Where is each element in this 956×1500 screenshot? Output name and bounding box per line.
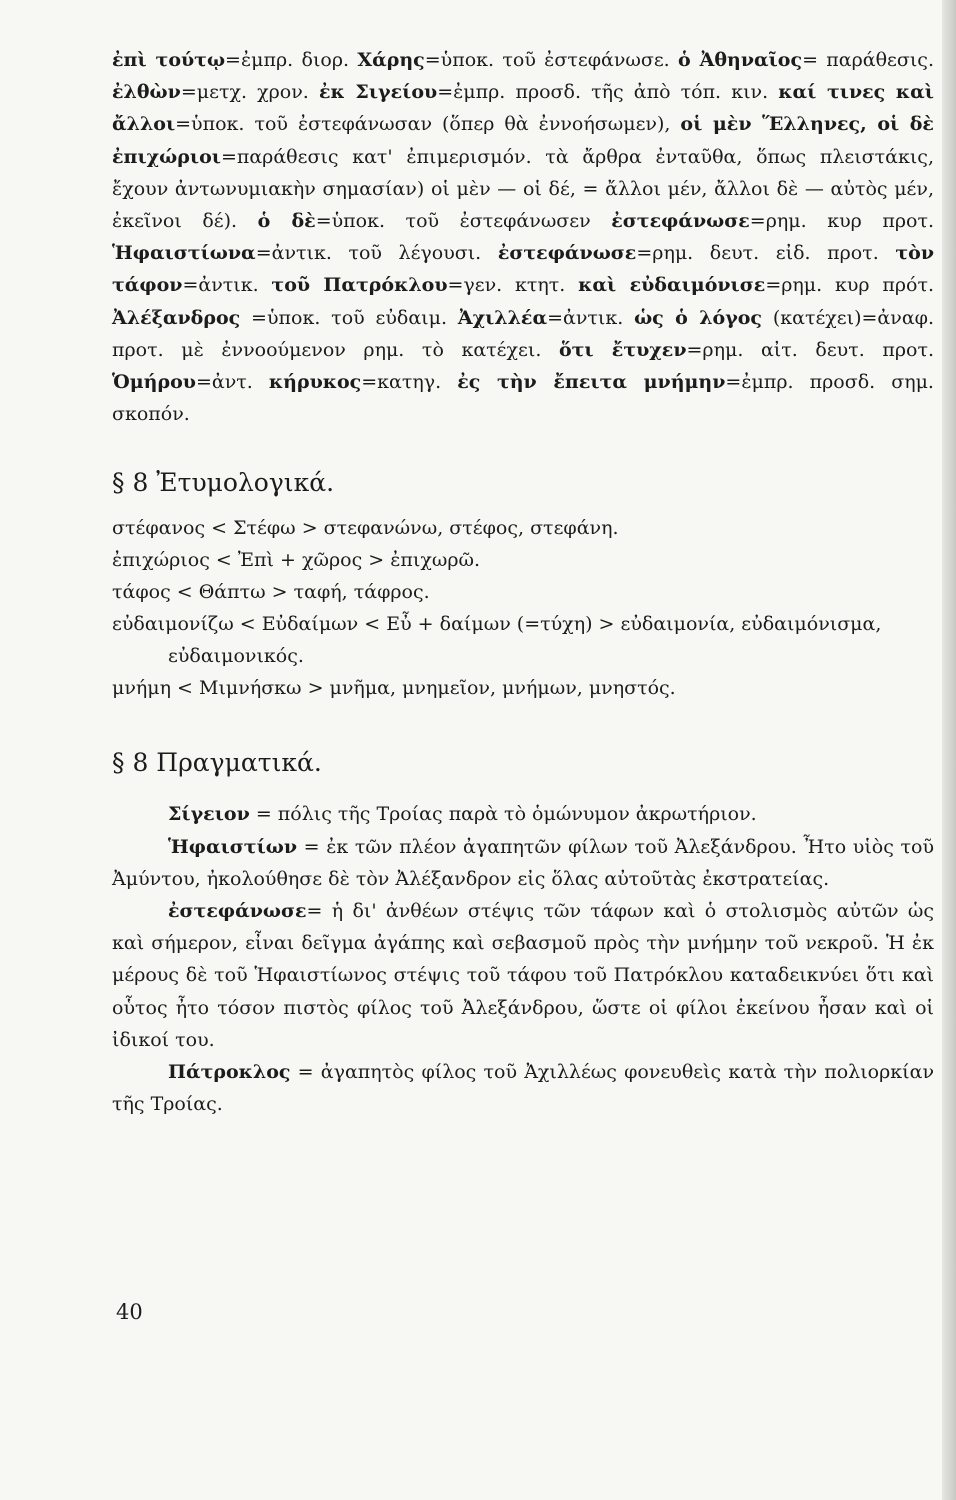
- gloss-term: ὡς ὁ λόγος: [634, 306, 762, 329]
- gloss-annotation: =ρημ. κυρ προτ.: [749, 210, 934, 233]
- gloss-annotation: (κατέχει)=ἀναφ. προτ. μὲ ἐννοούμενον ρημ. τὸ κατέχει.: [112, 306, 934, 361]
- gloss-annotation: =ὑποκ. τοῦ εὐδαιμ.: [240, 306, 458, 329]
- gloss-annotation: =ἐμπρ. προσδ. σημ. σκοπόν.: [112, 371, 934, 426]
- gloss-annotation: =ἀντ.: [195, 371, 269, 394]
- etymology-entry: εὐδαιμονίζω < Εὐδαίμων < Εὖ + δαίμων (=τύχη) > εὐδαιμονία, εὐδαιμόνισμα, εὐδαιμονικός.: [112, 613, 882, 668]
- gloss-annotation: =ρημ. κυρ πρότ.: [765, 274, 934, 297]
- etymology-entry: μνήμη < Μιμνήσκω > μνῆμα, μνημεῖον, μνήμων, μνηστός.: [112, 677, 676, 700]
- gloss-term: ἐστεφάνωσε: [497, 242, 637, 265]
- realia-entry-hephaestion: [112, 831, 934, 895]
- gloss-term: τοῦ Πατρόκλου: [271, 274, 448, 297]
- gloss-annotation: =ὑποκ. τοῦ ἐστεφάνωσαν (ὅπερ θὰ ἐννοήσωμεν),: [175, 113, 681, 136]
- gloss-term: ἐστεφάνωσε: [611, 210, 750, 233]
- gloss-annotation: = παράθεσις.: [802, 49, 934, 71]
- realia-list: [112, 798, 934, 1120]
- etymology-list: [112, 512, 934, 704]
- definition: = ἀγαπητὸς φίλος τοῦ Ἀχιλλέως φονευθεὶς κατὰ τὴν πολιορκίαν τῆς Τροίας.: [112, 1061, 934, 1116]
- etymology-entry: ἐπιχώριος < Ἐπὶ + χῶρος > ἐπιχωρῶ.: [112, 549, 481, 572]
- gloss-term: Χάρης: [357, 49, 425, 71]
- gloss-annotation: =κατηγ.: [361, 371, 458, 394]
- gloss-term: οἱ μὲν Ἕλληνες, οἱ δὲ ἐπιχώριοι: [112, 113, 934, 168]
- realia-entry-patroclus: [112, 1056, 934, 1120]
- page-edge-shadow: [942, 0, 956, 1500]
- page-number: 40: [116, 1300, 143, 1324]
- gloss-term: ἐς τὴν ἔπειτα μνήμην: [457, 371, 726, 394]
- etymology-entry: τάφος < Θάπτω > ταφή, τάφρος.: [112, 581, 430, 604]
- gloss-term: τὸν τάφον: [112, 242, 934, 297]
- gloss-annotation: =ἀντικ.: [547, 306, 635, 329]
- gloss-term: ἐκ Σιγείου: [318, 81, 438, 104]
- gloss-annotation: =μετχ. χρον.: [180, 81, 319, 104]
- gloss-annotation: =ὑποκ. τοῦ ἐστεφάνωσε.: [424, 49, 679, 71]
- gloss-term: καί τινες καὶ ἄλλοι: [112, 81, 934, 136]
- term: Ἡφαιστίων: [168, 835, 298, 858]
- term: Πάτροκλος: [168, 1061, 291, 1084]
- gloss-annotation: =ἀντικ.: [182, 274, 272, 297]
- heading-etymology: § 8 Ἐτυμολογικά.: [112, 468, 335, 498]
- gloss-annotation: =ρημ. δευτ. εἰδ. προτ.: [636, 242, 896, 265]
- etymology-entry: στέφανος < Στέφω > στεφανώνω, στέφος, στεφάνη.: [112, 517, 619, 540]
- definition: = πόλις τῆς Τροίας παρὰ τὸ ὁμώνυμον ἀκρωτήριον.: [249, 803, 757, 826]
- gloss-term: κήρυκος: [268, 371, 362, 394]
- grammar-gloss-paragraph: [112, 44, 934, 430]
- heading-realia: § 8 Πραγματικά.: [112, 748, 322, 778]
- realia-entry-estephanose: [112, 895, 934, 1056]
- term: ἐστεφάνωσε: [168, 900, 307, 923]
- gloss-term: Ἡφαιστίωνα: [112, 242, 256, 265]
- gloss-term: Ὁμήρου: [112, 371, 196, 394]
- gloss-term: ὅτι ἔτυχεν: [558, 338, 687, 361]
- gloss-term: ὁ Ἀθηναῖος: [678, 49, 803, 71]
- gloss-term: ὁ δὲ: [257, 210, 316, 233]
- gloss-annotation: =ἐμπρ. προσδ. τῆς ἀπὸ τόπ. κιν.: [437, 81, 779, 104]
- definition: = ἐκ τῶν πλέον ἀγαπητῶν φίλων τοῦ Ἀλεξάνδρου. Ἦτο υἱὸς τοῦ Ἀμύντου, ἠκολούθησε δὲ τὸν Ἀλέξανδρον εἰς ὅλας αὐτοῦτὰς ἐκστρατείας.: [112, 835, 934, 890]
- gloss-term: ἐλθὼν: [112, 81, 181, 104]
- gloss-term: ἐπὶ τούτῳ: [112, 49, 226, 71]
- gloss-annotation: =ρημ. αἰτ. δευτ. προτ.: [686, 338, 934, 361]
- term: Σίγειον: [168, 803, 250, 826]
- gloss-annotation: =παράθεσις κατ' ἐπιμερισμόν. τὰ ἄρθρα ἐνταῦθα, ὅπως πλειστάκις, ἔχουν ἀντωνυμιακὴν σημασίαν) οἱ μὲν — οἱ δέ, = ἄλλοι μέν, ἄλλοι δὲ — αὐτὸς μέν, ἐκεῖνοι δέ).: [112, 145, 934, 233]
- page-body: [112, 44, 934, 1120]
- realia-entry-sigeion: [112, 798, 934, 830]
- definition: = ἡ δι' ἀνθέων στέψις τῶν τάφων καὶ ὁ στολισμὸς αὐτῶν ὡς καὶ σήμερον, εἶναι δεῖγμα ἀγάπης καὶ σεβασμοῦ πρὸς τὴν μνήμην τοῦ νεκροῦ. Ἡ ἐκ μέρους δὲ τοῦ Ἡφαιστίωνος στέψις τοῦ τάφου τοῦ Πατρόκλου καταδεικνύει ὅτι καὶ οὗτος ἦτο τόσον πιστὸς φίλος τοῦ Ἀλεξάνδρου, ὥστε οἱ φίλοι ἐκείνου ἦσαν καὶ οἱ ἰδικοί του.: [112, 900, 934, 1051]
- gloss-annotation: =γεν. κτητ.: [447, 274, 579, 297]
- gloss-term: Ἀχιλλέα: [457, 306, 548, 329]
- gloss-annotation: =ἀντικ. τοῦ λέγουσι.: [255, 242, 498, 265]
- gloss-term: Ἀλέξανδρος: [112, 306, 241, 329]
- gloss-term: καὶ εὐδαιμόνισε: [578, 274, 766, 297]
- gloss-annotation: =ὑποκ. τοῦ ἐστεφάνωσεν: [315, 210, 612, 233]
- gloss-annotation: =ἐμπρ. διορ.: [225, 49, 358, 71]
